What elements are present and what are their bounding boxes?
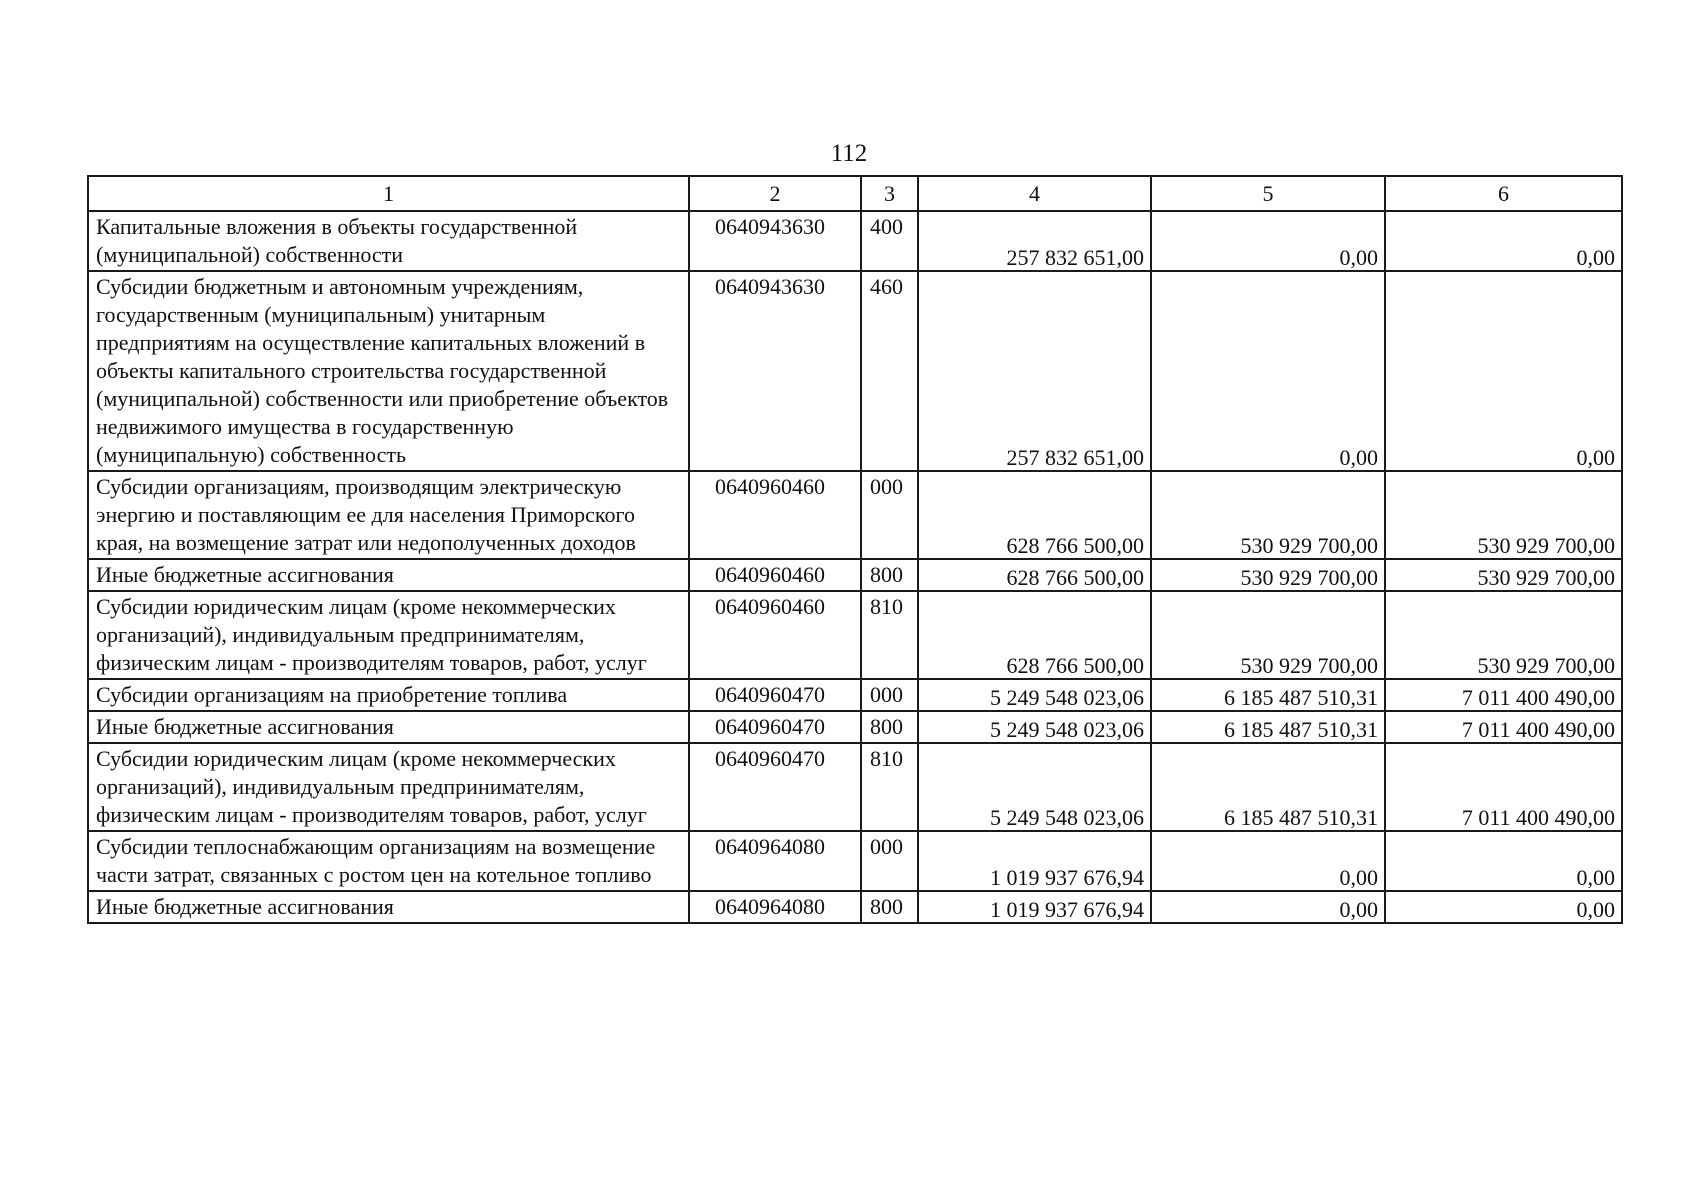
amount-col-5 <box>1151 471 1385 559</box>
expense-type-code: 460 <box>861 271 918 471</box>
header-row <box>88 176 1622 211</box>
amount-col-5-value: 6 185 487 510,31 <box>1224 805 1378 830</box>
amount-col-5 <box>1151 211 1385 271</box>
amount-col-5 <box>1151 743 1385 831</box>
amount-col-4 <box>918 831 1151 891</box>
table-row <box>88 471 1622 559</box>
amount-col-6-value: 0,00 <box>1576 897 1615 922</box>
target-article-code: 0640960470 <box>689 743 861 831</box>
table-row <box>88 211 1622 271</box>
header-col-3: 3 <box>861 176 918 211</box>
expense-name: Субсидии юридическим лицам (кроме некоммерческих организаций), индивидуальным предпринимателям, физическим лицам - производителям товаров, работ, услуг <box>88 591 689 679</box>
expense-name: Субсидии организациям, производящим электрическую энергию и поставляющим ее для населения Приморского края, на возмещение затрат или недополученных доходов <box>88 471 689 559</box>
expense-type-code: 000 <box>861 831 918 891</box>
table-row <box>88 679 1622 711</box>
amount-col-6 <box>1385 211 1622 271</box>
amount-col-6-value: 7 011 400 490,00 <box>1461 805 1615 830</box>
table-row <box>88 743 1622 831</box>
target-article-code: 0640943630 <box>689 211 861 271</box>
amount-col-4-value: 5 249 548 023,06 <box>990 717 1144 742</box>
target-article-code: 0640960460 <box>689 471 861 559</box>
amount-col-4-value: 628 766 500,00 <box>1006 653 1144 678</box>
table-row <box>88 559 1622 591</box>
amount-col-4 <box>918 211 1151 271</box>
amount-col-5-value: 6 185 487 510,31 <box>1224 685 1378 710</box>
amount-col-6 <box>1385 831 1622 891</box>
amount-col-6-value: 0,00 <box>1576 445 1615 470</box>
amount-col-6-value: 0,00 <box>1576 865 1615 890</box>
table-row <box>88 891 1622 923</box>
amount-col-4 <box>918 711 1151 743</box>
amount-col-4-value: 257 832 651,00 <box>1006 445 1144 470</box>
amount-col-5 <box>1151 271 1385 471</box>
amount-col-5 <box>1151 831 1385 891</box>
amount-col-6-value: 530 929 700,00 <box>1477 565 1615 590</box>
amount-col-5-value: 0,00 <box>1339 445 1378 470</box>
amount-col-6-value: 530 929 700,00 <box>1477 653 1615 678</box>
header-col-4: 4 <box>918 176 1151 211</box>
amount-col-4 <box>918 679 1151 711</box>
table-row <box>88 831 1622 891</box>
table-row <box>88 591 1622 679</box>
expense-type-code: 000 <box>861 679 918 711</box>
amount-col-5 <box>1151 891 1385 923</box>
expense-type-code: 810 <box>861 591 918 679</box>
expense-type-code: 800 <box>861 711 918 743</box>
amount-col-5 <box>1151 679 1385 711</box>
amount-col-5 <box>1151 559 1385 591</box>
amount-col-6 <box>1385 559 1622 591</box>
expense-type-code: 810 <box>861 743 918 831</box>
amount-col-5-value: 0,00 <box>1339 897 1378 922</box>
amount-col-6 <box>1385 711 1622 743</box>
table-row <box>88 711 1622 743</box>
amount-col-4-value: 1 019 937 676,94 <box>990 897 1144 922</box>
amount-col-4 <box>918 471 1151 559</box>
amount-col-5-value: 530 929 700,00 <box>1240 653 1378 678</box>
amount-col-4 <box>918 271 1151 471</box>
amount-col-6-value: 7 011 400 490,00 <box>1461 685 1615 710</box>
amount-col-5-value: 530 929 700,00 <box>1240 565 1378 590</box>
amount-col-6 <box>1385 271 1622 471</box>
header-col-5: 5 <box>1151 176 1385 211</box>
expense-name: Капитальные вложения в объекты государственной (муниципальной) собственности <box>88 211 689 271</box>
amount-col-6 <box>1385 743 1622 831</box>
amount-col-4 <box>918 891 1151 923</box>
header-col-6: 6 <box>1385 176 1622 211</box>
amount-col-4-value: 1 019 937 676,94 <box>990 865 1144 890</box>
amount-col-6-value: 0,00 <box>1576 245 1615 270</box>
amount-col-5-value: 530 929 700,00 <box>1240 533 1378 558</box>
amount-col-4-value: 257 832 651,00 <box>1006 245 1144 270</box>
header-col-1: 1 <box>88 176 689 211</box>
amount-col-4-value: 628 766 500,00 <box>1006 565 1144 590</box>
expense-name: Субсидии бюджетным и автономным учреждениям, государственным (муниципальным) унитарным предприятиям на осуществление капитальных вложений в объекты капитального строительства государственной (муниципальной) собственности или приобретение объектов недвижимого имущества в государственную (муниципальную) собственность <box>88 271 689 471</box>
expense-name: Иные бюджетные ассигнования <box>88 559 689 591</box>
amount-col-5 <box>1151 591 1385 679</box>
target-article-code: 0640960460 <box>689 591 861 679</box>
target-article-code: 0640964080 <box>689 891 861 923</box>
amount-col-4 <box>918 559 1151 591</box>
page-number: 112 <box>830 140 868 167</box>
amount-col-6 <box>1385 471 1622 559</box>
target-article-code: 0640960470 <box>689 711 861 743</box>
expense-name: Субсидии юридическим лицам (кроме некоммерческих организаций), индивидуальным предпринимателям, физическим лицам - производителям товаров, работ, услуг <box>88 743 689 831</box>
table-row <box>88 271 1622 471</box>
amount-col-6-value: 530 929 700,00 <box>1477 533 1615 558</box>
expense-name: Субсидии организациям на приобретение топлива <box>88 679 689 711</box>
amount-col-6 <box>1385 591 1622 679</box>
target-article-code: 0640964080 <box>689 831 861 891</box>
expense-name: Иные бюджетные ассигнования <box>88 711 689 743</box>
amount-col-5-value: 6 185 487 510,31 <box>1224 717 1378 742</box>
budget-table <box>87 175 1623 924</box>
amount-col-6 <box>1385 891 1622 923</box>
amount-col-4-value: 628 766 500,00 <box>1006 533 1144 558</box>
amount-col-4-value: 5 249 548 023,06 <box>990 805 1144 830</box>
target-article-code: 0640960470 <box>689 679 861 711</box>
expense-type-code: 800 <box>861 559 918 591</box>
amount-col-4 <box>918 743 1151 831</box>
expense-type-code: 800 <box>861 891 918 923</box>
amount-col-5 <box>1151 711 1385 743</box>
target-article-code: 0640943630 <box>689 271 861 471</box>
amount-col-5-value: 0,00 <box>1339 245 1378 270</box>
expense-type-code: 400 <box>861 211 918 271</box>
amount-col-4-value: 5 249 548 023,06 <box>990 685 1144 710</box>
amount-col-5-value: 0,00 <box>1339 865 1378 890</box>
expense-name: Субсидии теплоснабжающим организациям на возмещение части затрат, связанных с ростом цен на котельное топливо <box>88 831 689 891</box>
expense-name: Иные бюджетные ассигнования <box>88 891 689 923</box>
header-col-2: 2 <box>689 176 861 211</box>
amount-col-6-value: 7 011 400 490,00 <box>1461 717 1615 742</box>
expense-type-code: 000 <box>861 471 918 559</box>
target-article-code: 0640960460 <box>689 559 861 591</box>
amount-col-4 <box>918 591 1151 679</box>
amount-col-6 <box>1385 679 1622 711</box>
